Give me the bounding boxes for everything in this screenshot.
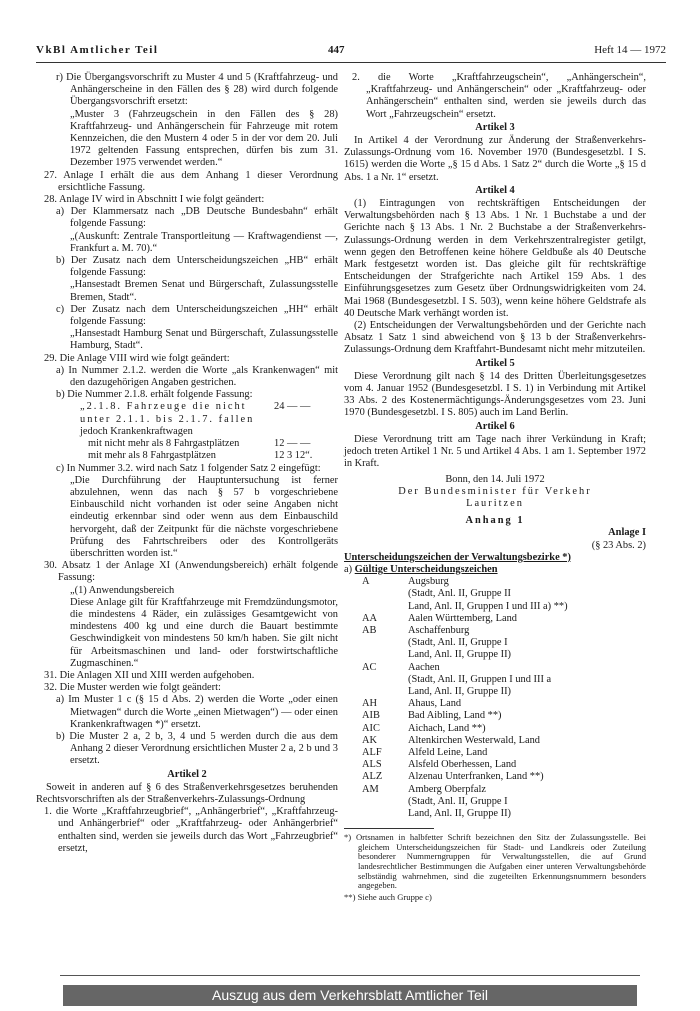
item-31: 31. Die Anlagen XII und XIII werden aufgehoben. (44, 669, 255, 681)
registry-place (408, 698, 646, 710)
registry-place (408, 747, 646, 759)
registry-row (344, 759, 646, 771)
registry-place (408, 710, 646, 722)
footnote-1: *) Ortsnamen in halbfetter Schrift bezeichnen den Sitz der Zulassungsstelle. Bei gleichem Unterscheidungszeichen für Stadt- und Landkreis oder Zuteilung besonderer Nummerngruppen für Verwaltungsstellen, die auf Grund landesrechtlicher Bestimmungen die Aufgaben einer unteren Verwaltungsbehörde selbständig wahrnehmen, sind die zugeteilten Erkennungsnummern besonders angegeben. (344, 832, 646, 891)
registry-code: ALZ (362, 771, 383, 783)
registry-row (344, 747, 646, 759)
fee-label: mit nicht mehr als 8 Fahrgastplätzen (88, 438, 240, 450)
registry-subheading-prefix: a) (344, 563, 355, 575)
registry-place (408, 759, 646, 771)
item-r-quote: „Muster 3 (Fahrzeugschein in den Fällen des § 28) Kraftfahrzeug- und Anhängerschein für Fahrzeuge mit rotem Kennzeichen, die den Mustern 4 oder 5 in der vor dem 20. Juli 1972 geltenden Fassung entsprechen, dürfen bis zum 31. Dezember 1975 verwendet werden.“ (70, 108, 338, 169)
item-27: 27. Anlage I erhält die aus dem Anhang 1 dieser Verordnung ersichtliche Fassung. (44, 169, 338, 193)
journal-title: VkBl Amtlicher Teil (36, 44, 159, 56)
item-r: r) Die Übergangsvorschrift zu Muster 4 und 5 (Kraftfahrzeug- und Anhängerscheine in den Fällen des § 28) wird durch folgende Übergangsvorschrift ersetzt: (56, 72, 338, 108)
signature-name: Lauritzen (466, 497, 524, 509)
registry-code: AB (362, 624, 377, 636)
fee-label: „2.1.8. Fahrzeuge die nicht unter 2.1.1. bis 2.1.7. fallen (80, 401, 255, 425)
registry-place-line: Land, Anl. II, Gruppen I und III a) **) (408, 600, 568, 612)
registry-place-line: Alfeld Leine, Land (408, 746, 488, 758)
registry-place-line: Aachen (408, 661, 440, 673)
item-28b-quote: „Hansestadt Bremen Senat und Bürgerschaft, Zulassungsstelle Bremen, Stadt“. (70, 279, 338, 303)
registry-row (344, 625, 646, 662)
registry-code: ALF (362, 746, 382, 758)
item-28c-quote: „Hansestadt Hamburg Senat und Bürgerschaft, Zulassungsstelle Hamburg, Stadt“. (70, 328, 338, 352)
article-6-heading: Artikel 6 (475, 420, 515, 432)
registry-row (344, 771, 646, 783)
item-28b: b) Der Zusatz nach dem Unterscheidungszeichen „HB“ erhält folgende Fassung: (56, 255, 338, 279)
registry-place-line: (Stadt, Anl. II, Gruppen I und III a (408, 673, 552, 685)
registry-place (408, 576, 646, 613)
registry-place-line: Aichach, Land **) (408, 722, 486, 734)
registry-subheading-row (344, 564, 646, 576)
fee-row (36, 426, 338, 438)
registry-code: AIC (362, 722, 380, 734)
article-6-text: Diese Verordnung tritt am Tage nach ihrer Verkündung in Kraft; jedoch treten Artikel 1 Nr. 5 und Artikel 4 Abs. 1 am 1. September 1972 in Kraft. (344, 433, 646, 470)
registry-row (344, 784, 646, 821)
registry-row (344, 723, 646, 735)
registry-place-line: Amberg Oberpfalz (408, 783, 486, 795)
registry-place-line: Bad Aibling, Land **) (408, 710, 502, 722)
registry-place (408, 613, 646, 625)
item-29a: a) In Nummer 2.1.2. werden die Worte „als Krankenwagen“ mit den dazugehörigen Angaben gestrichen. (56, 364, 338, 389)
signature-date: Bonn, den 14. Juli 1972 (445, 473, 545, 485)
registry-place-line: (Stadt, Anl. II, Gruppe I (408, 795, 508, 807)
article-4-heading: Artikel 4 (475, 184, 515, 196)
footnote-2: **) Siehe auch Gruppe c) (344, 891, 432, 902)
footnote-rule (344, 828, 434, 829)
item-29: 29. Die Anlage VIII wird wie folgt geändert: (44, 352, 230, 364)
registry-place-line: Aalen Württemberg, Land (408, 612, 517, 624)
article-3-heading: Artikel 3 (475, 121, 515, 133)
article-2-text: Soweit in anderen auf § 6 des Straßenverkehrsgesetzes beruhenden Rechtsvorschriften als der Straßenverkehrs-Zulassungs-Ordnung (36, 781, 338, 805)
signature-minister: Der Bundesminister für Verkehr (398, 485, 592, 497)
article-2-heading: Artikel 2 (167, 768, 207, 780)
registry-code: AH (362, 698, 378, 710)
registry-row (344, 662, 646, 699)
fee-value: 24 — — (274, 401, 311, 413)
right-column (344, 72, 646, 902)
fee-row (36, 401, 338, 425)
item-32a: a) Im Muster 1 c (§ 15 d Abs. 2) werden die Worte „oder einen Mietwagen“ durch die Worte „einen Mietwagen“) — oder einen Krankenkraftwagen *)“ ersetzt. (56, 694, 338, 730)
left-column (36, 72, 338, 855)
registry-place-line: Altenkirchen Westerwald, Land (408, 734, 540, 746)
footer-banner: Auszug aus dem Verkehrsblatt Amtlicher Teil (63, 985, 637, 1006)
registry-code: AA (362, 612, 378, 624)
registry-place-line: (Stadt, Anl. II, Gruppe II (408, 588, 512, 600)
registry-row (344, 698, 646, 710)
registry-row (344, 710, 646, 722)
item-30-quote: Diese Anlage gilt für Kraftfahrzeuge mit Fremdzündungsmotor, die mindestens 4 Räder, ein zulässiges Gesamtgewicht von mindestens 400 kg und eine durch die Bauart bestimmte Geschwindigkeit von mindestens 50 km/h haben. Sie gilt nicht für Arbeitsmaschinen und land- oder forstwirtschaftliche Zugmaschinen.“ (70, 596, 338, 669)
registry-list (344, 576, 646, 820)
registry-code: AM (362, 783, 379, 795)
article-3-text: In Artikel 4 der Verordnung zur Änderung der Straßenverkehrs-Zulassungs-Ordnung vom 16. November 1970 (Bundesgesetzbl. I S. 1615) werden die Worte „§ 15 d Abs. 1 Satz 2“ durch die Worte „§ 15 d Abs. 1 a Nr. 1“ ersetzt. (344, 135, 646, 183)
item-28a-quote: „(Auskunft: Zentrale Transportleitung — Kraftwagendienst —, Frankfurt a. M. 70).“ (70, 230, 338, 254)
registry-place-line: Land, Anl. II, Gruppe II) (408, 807, 512, 819)
item-28a: a) Der Klammersatz nach „DB Deutsche Bundesbahn“ erhält folgende Fassung: (56, 206, 338, 230)
registry-row (344, 576, 646, 613)
registry-code: A (362, 576, 370, 588)
registry-place (408, 723, 646, 735)
registry-row (344, 613, 646, 625)
item-29c: c) In Nummer 3.2. wird nach Satz 1 folgender Satz 2 eingefügt: (56, 462, 321, 474)
registry-code: AC (362, 661, 377, 673)
item-30-heading: „(1) Anwendungsbereich (70, 584, 175, 596)
header-rule (36, 62, 666, 63)
article-4-para-1: (1) Eintragungen von rechtskräftigen Entscheidungen der Verwaltungsbehörden nach § 13 Abs. 1 Nr. 1 Buchstabe a und der Gerichte nach § 13 Abs. 1 Nr. 2 Buchstabe a der Straßenverkehrs-Zulassungs-Ordnung werden in dem Verkehrszentralregister getilgt, wenn gegen den Betroffenen keine höhere Geldbuße als 40 Deutsche Mark festgesetzt worden ist. Das gleiche gilt für rechtskräftige Entscheidungen der Strafgerichte nach Artikel 159 Abs. 1 des Einführungsgesetzes zum Gesetz über Ordnungswidrigkeiten vom 24. Mai 1968 (Bundesgesetzbl. I S. 503), wenn keine höhere Geldstrafe als 40 Deutsche Mark verhängt worden ist. (344, 198, 646, 319)
item-29c-quote: „Die Durchführung der Hauptuntersuchung ist ferner abzulehnen, wenn das nach § 57 b vorgeschriebene Einbauschild nicht vorhanden ist oder seine Angaben nicht eindeutig erkennbar sind oder wenn aus dem Einbauschild hervorgeht, daß der Zeitpunkt für die nächste vorgeschriebene Prüfung des Fahrtschreibers oder des Kontrollgeräts überschritten worden ist.“ (70, 474, 338, 559)
item-30: 30. Absatz 1 der Anlage XI (Anwendungsbereich) erhält folgende Fassung: (44, 560, 338, 584)
registry-place-line: Land, Anl. II, Gruppe II) (408, 649, 512, 661)
registry-place (408, 625, 646, 662)
registry-place (408, 662, 646, 699)
page-number: 447 (328, 44, 345, 56)
registry-code: AK (362, 734, 378, 746)
fee-value: 12 3 12“. (274, 450, 313, 462)
registry-place-line: Alzenau Unterfranken, Land **) (408, 771, 544, 783)
registry-place (408, 735, 646, 747)
page-header (36, 44, 666, 64)
article-4-para-2: (2) Entscheidungen der Verwaltungsbehörden und der Gerichte nach Absatz 1 Satz 1 sind abweichend von § 13 b der Straßenverkehrs-Zulassungs-Ordnung dem Kraftfahrt-Bundesamt nicht mehr mitzuteilen. (344, 320, 646, 356)
registry-code: AIB (362, 710, 380, 722)
item-28c: c) Der Zusatz nach dem Unterscheidungszeichen „HH“ erhält folgende Fassung: (56, 303, 338, 328)
fee-label: jedoch Krankenkraftwagen (80, 425, 193, 437)
fee-row (36, 450, 338, 462)
annex-reference: (§ 23 Abs. 2) (591, 539, 646, 551)
registry-subheading: Gültige Unterscheidungszeichen (354, 563, 498, 575)
registry-place (408, 784, 646, 821)
annex-title: Anlage I (608, 527, 646, 539)
registry-code: ALS (362, 759, 382, 771)
item-32b: b) Die Muster 2 a, 2 b, 3, 4 und 5 werden durch die aus dem Anhang 2 dieser Verordnung ersichtlichen Muster 2 a, 2 b und 3 ersetzt. (56, 730, 338, 767)
registry-place-line: Ahaus, Land (408, 698, 462, 710)
registry-place-line: Alsfeld Oberhessen, Land (408, 759, 517, 771)
article-5-heading: Artikel 5 (475, 357, 515, 369)
article-5-text: Diese Verordnung gilt nach § 14 des Dritten Überleitungsgesetzes vom 4. Januar 1952 (Bundesgesetzbl. I S. 1) in Verbindung mit Artikel 33 Abs. 2 des Kostenermächtigungs-Änderungsgesetzes vom 23. Juni 1970 (Bundesgesetzbl. I S. 805) auch im Land Berlin. (344, 370, 646, 419)
registry-place-line: (Stadt, Anl. II, Gruppe I (408, 637, 508, 649)
item-32: 32. Die Muster werden wie folgt geändert: (44, 682, 221, 694)
registry-place (408, 771, 646, 783)
article-2-item-2: 2. die Worte „Kraftfahrzeugschein“, „Anhängerschein“, „Kraftfahrzeug- und Anhängerschein“ oder „Kraftfahrzeug- oder Anhängerschein“ enthalten sind, werden sie jeweils durch das Wort „Fahrzeugschein“ ersetzt. (352, 72, 646, 120)
article-2-item-1: 1. die Worte „Kraftfahrzeugbrief“, „Anhängerbrief“, „Kraftfahrzeug- und Anhängerbrief“ oder „Kraftfahrzeug- oder Anhängerbrief“ enthalten sind, werden sie jeweils durch das Wort „Fahrzeugbrief“ ersetzt, (44, 806, 338, 854)
registry-heading: Unterscheidungszeichen der Verwaltungsbezirke *) (344, 551, 571, 563)
registry-place-line: Land, Anl. II, Gruppe II) (408, 685, 512, 697)
item-29b: b) Die Nummer 2.1.8. erhält folgende Fassung: (56, 389, 253, 401)
registry-place-line: Aschaffenburg (408, 624, 470, 636)
issue-label: Heft 14 — 1972 (594, 44, 666, 56)
fee-row (36, 438, 338, 450)
registry-place-line: Augsburg (408, 576, 449, 588)
footer-rule (60, 975, 640, 976)
fee-label: mit mehr als 8 Fahrgastplätzen (88, 450, 216, 462)
item-28: 28. Anlage IV wird in Abschnitt I wie folgt geändert: (44, 194, 265, 206)
annex-heading: Anhang 1 (465, 515, 525, 527)
registry-row (344, 735, 646, 747)
fee-value: 12 — — (274, 438, 311, 450)
